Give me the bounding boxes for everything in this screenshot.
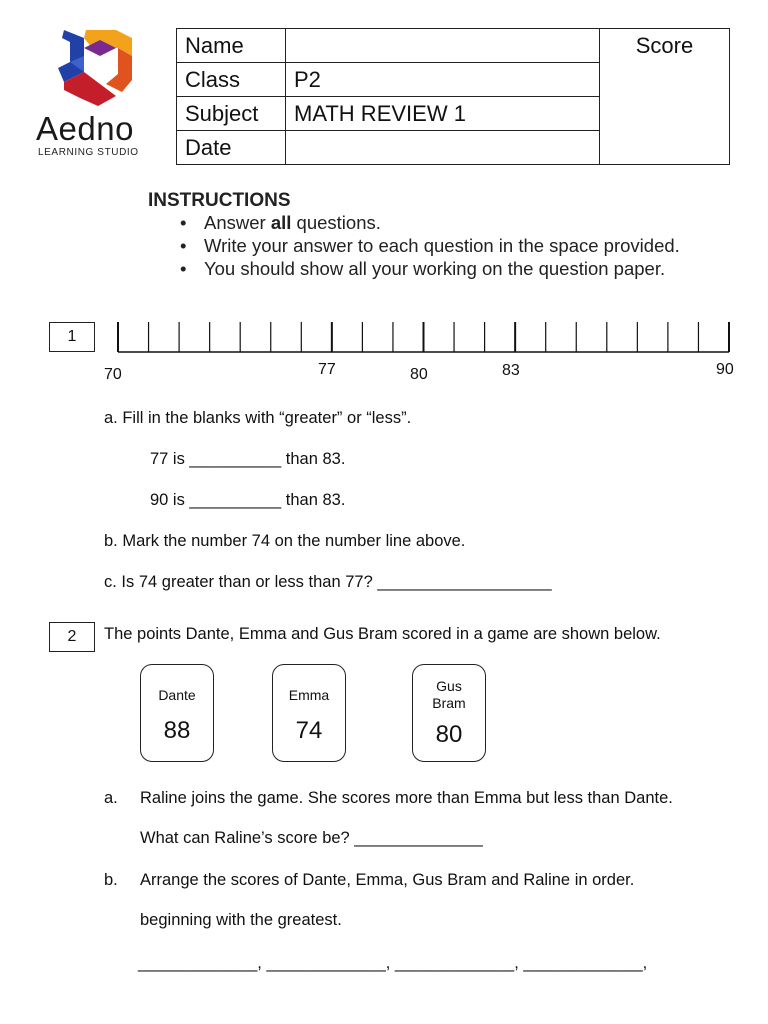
q1-part-b-text: b. Mark the number 74 on the number line above. <box>104 532 466 550</box>
number-line-label: 80 <box>410 366 428 383</box>
question-number-box: 1 <box>49 322 95 352</box>
card-score: 80 <box>435 721 463 748</box>
q2-intro-text: The points Dante, Emma and Gus Bram scored in a game are shown below. <box>104 625 661 643</box>
card-score: 88 <box>163 717 191 744</box>
student-info-table <box>176 28 730 165</box>
card-name: Dante <box>158 687 196 703</box>
logo-subtitle: LEARNING STUDIO <box>38 147 139 158</box>
date-label: Date <box>177 131 286 165</box>
number-line[interactable] <box>110 318 740 358</box>
card-score: 74 <box>295 717 323 744</box>
score-card-dante <box>140 664 214 762</box>
subject-label: Subject <box>177 97 286 131</box>
question-number-box: 2 <box>49 622 95 652</box>
date-field[interactable] <box>286 131 600 165</box>
instructions-list <box>180 212 680 281</box>
q2-part-b-text: Arrange the scores of Dante, Emma, Gus Bram and Raline in order. <box>140 871 635 889</box>
subject-value: MATH REVIEW 1 <box>286 97 600 131</box>
q2-part-a-text: Raline joins the game. She scores more than Emma but less than Dante. <box>140 789 673 807</box>
name-field[interactable] <box>286 29 600 63</box>
q2-part-b-text-2: beginning with the greatest. <box>140 911 342 929</box>
q2-part-a-label: a. <box>104 789 118 807</box>
instruction-item: • Answer all questions. <box>180 212 680 235</box>
logo-wordmark: Aedno <box>36 110 134 147</box>
q2-part-a-blank[interactable]: What can Raline’s score be? ______________ <box>140 829 483 847</box>
score-card-emma <box>272 664 346 762</box>
q1-part-a-text: a. Fill in the blanks with “greater” or “less”. <box>104 409 412 427</box>
number-line-label: 77 <box>318 361 336 378</box>
class-value: P2 <box>286 63 600 97</box>
instructions-title: INSTRUCTIONS <box>148 190 291 211</box>
instruction-item: • You should show all your working on the question paper. <box>180 258 680 281</box>
card-name: Emma <box>288 687 330 703</box>
q1-a2-blank[interactable]: 90 is __________ than 83. <box>150 491 346 509</box>
score-box[interactable] <box>600 29 730 165</box>
q1-part-c-blank[interactable]: c. Is 74 greater than or less than 77? ___________________ <box>104 573 552 591</box>
q1-a1-blank[interactable]: 77 is __________ than 83. <box>150 450 346 468</box>
score-card-gus-bram <box>412 664 486 762</box>
instruction-item: • Write your answer to each question in the space provided. <box>180 235 680 258</box>
q2-part-b-label: b. <box>104 871 118 889</box>
score-label: Score <box>635 33 694 58</box>
q2-part-b-blanks[interactable]: _____________, _____________, _____________, _____________, <box>138 954 648 972</box>
card-name-line2: Bram <box>432 695 466 711</box>
number-line-label: 70 <box>104 366 122 383</box>
number-line-label: 83 <box>502 362 520 379</box>
name-label: Name <box>177 29 286 63</box>
card-name: Gus <box>436 678 462 694</box>
number-line-label: 90 <box>716 361 734 378</box>
class-label: Class <box>177 63 286 97</box>
